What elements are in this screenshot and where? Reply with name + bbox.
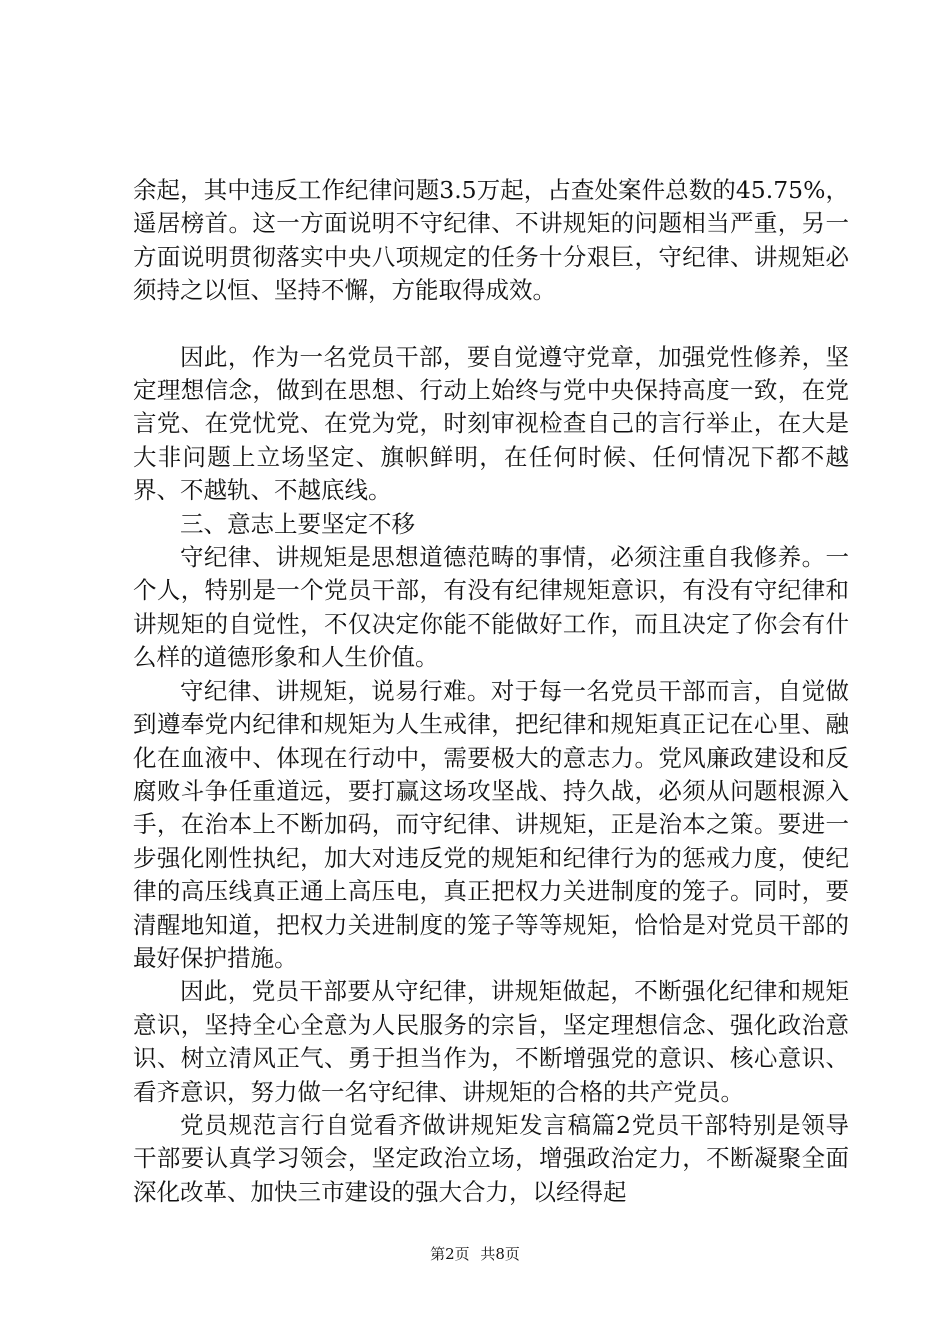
paragraph-party-member-conduct: 因此，作为一名党员干部，要自觉遵守党章，加强党性修养，坚定理想信念，做到在思想、行动上始终与党中央保持高度一致，在党言党、在党忧党、在党为党，时刻审视检查自己的言行举止，在大是大非问题上立场坚定、旗帜鲜明，在任何时候、任何情况下都不越界、不越轨、不越底线。: [133, 342, 849, 505]
paragraph-conclusion: 因此，党员干部要从守纪律，讲规矩做起，不断强化纪律和规矩意识，坚持全心全意为人民服务的宗旨，坚定理想信念、强化政治意识、树立清风正气、勇于担当作为，不断增强党的意识、核心意识、看齐意识，努力做一名守纪律、讲规矩的合格的共产党员。: [133, 977, 849, 1106]
paragraph-self-cultivation: 守纪律、讲规矩是思想道德范畴的事情，必须注重自我修养。一个人，特别是一个党员干部，有没有纪律规矩意识，有没有守纪律和讲规矩的自觉性，不仅决定你能不能做好工作，而且决定了你会有什么样的道德形象和人生价值。: [133, 543, 849, 672]
section-heading-willpower: 三、意志上要坚定不移: [180, 509, 415, 538]
paragraph-discipline-practice: 守纪律、讲规矩，说易行难。对于每一名党员干部而言，自觉做到遵奉党内纪律和规矩为人生戒律，把纪律和规矩真正记在心里、融化在血液中、体现在行动中，需要极大的意志力。党风廉政建设和反腐败斗争任重道远，要打赢这场攻坚战、持久战，必须从问题根源入手，在治本上不断加码，而守纪律、讲规矩，正是治本之策。要进一步强化刚性执纪，加大对违反党的规矩和纪律行为的惩戒力度，使纪律的高压线真正通上高压电，真正把权力关进制度的笼子。同时，要清醒地知道，把权力关进制度的笼子等等规矩，恰恰是对党员干部的最好保护措施。: [133, 676, 849, 972]
page-footer: [0, 1244, 950, 1264]
paragraph-speech-part-2: 党员规范言行自觉看齐做讲规矩发言稿篇2党员干部特别是领导干部要认真学习领会，坚定政治立场，增强政治定力，不断凝聚全面深化改革、加快三市建设的强大合力，以经得起: [133, 1110, 849, 1206]
document-body: [133, 174, 849, 1209]
page-total: 共8页: [480, 1245, 520, 1263]
page-number: 第2页: [430, 1245, 470, 1263]
paragraph-continuation: 余起，其中违反工作纪律问题3.5万起，占查处案件总数的45.75%，遥居榜首。这一方面说明不守纪律、不讲规矩的问题相当严重，另一方面说明贯彻落实中央八项规定的任务十分艰巨，守纪律、讲规矩必须持之以恒、坚持不懈，方能取得成效。: [133, 176, 849, 305]
